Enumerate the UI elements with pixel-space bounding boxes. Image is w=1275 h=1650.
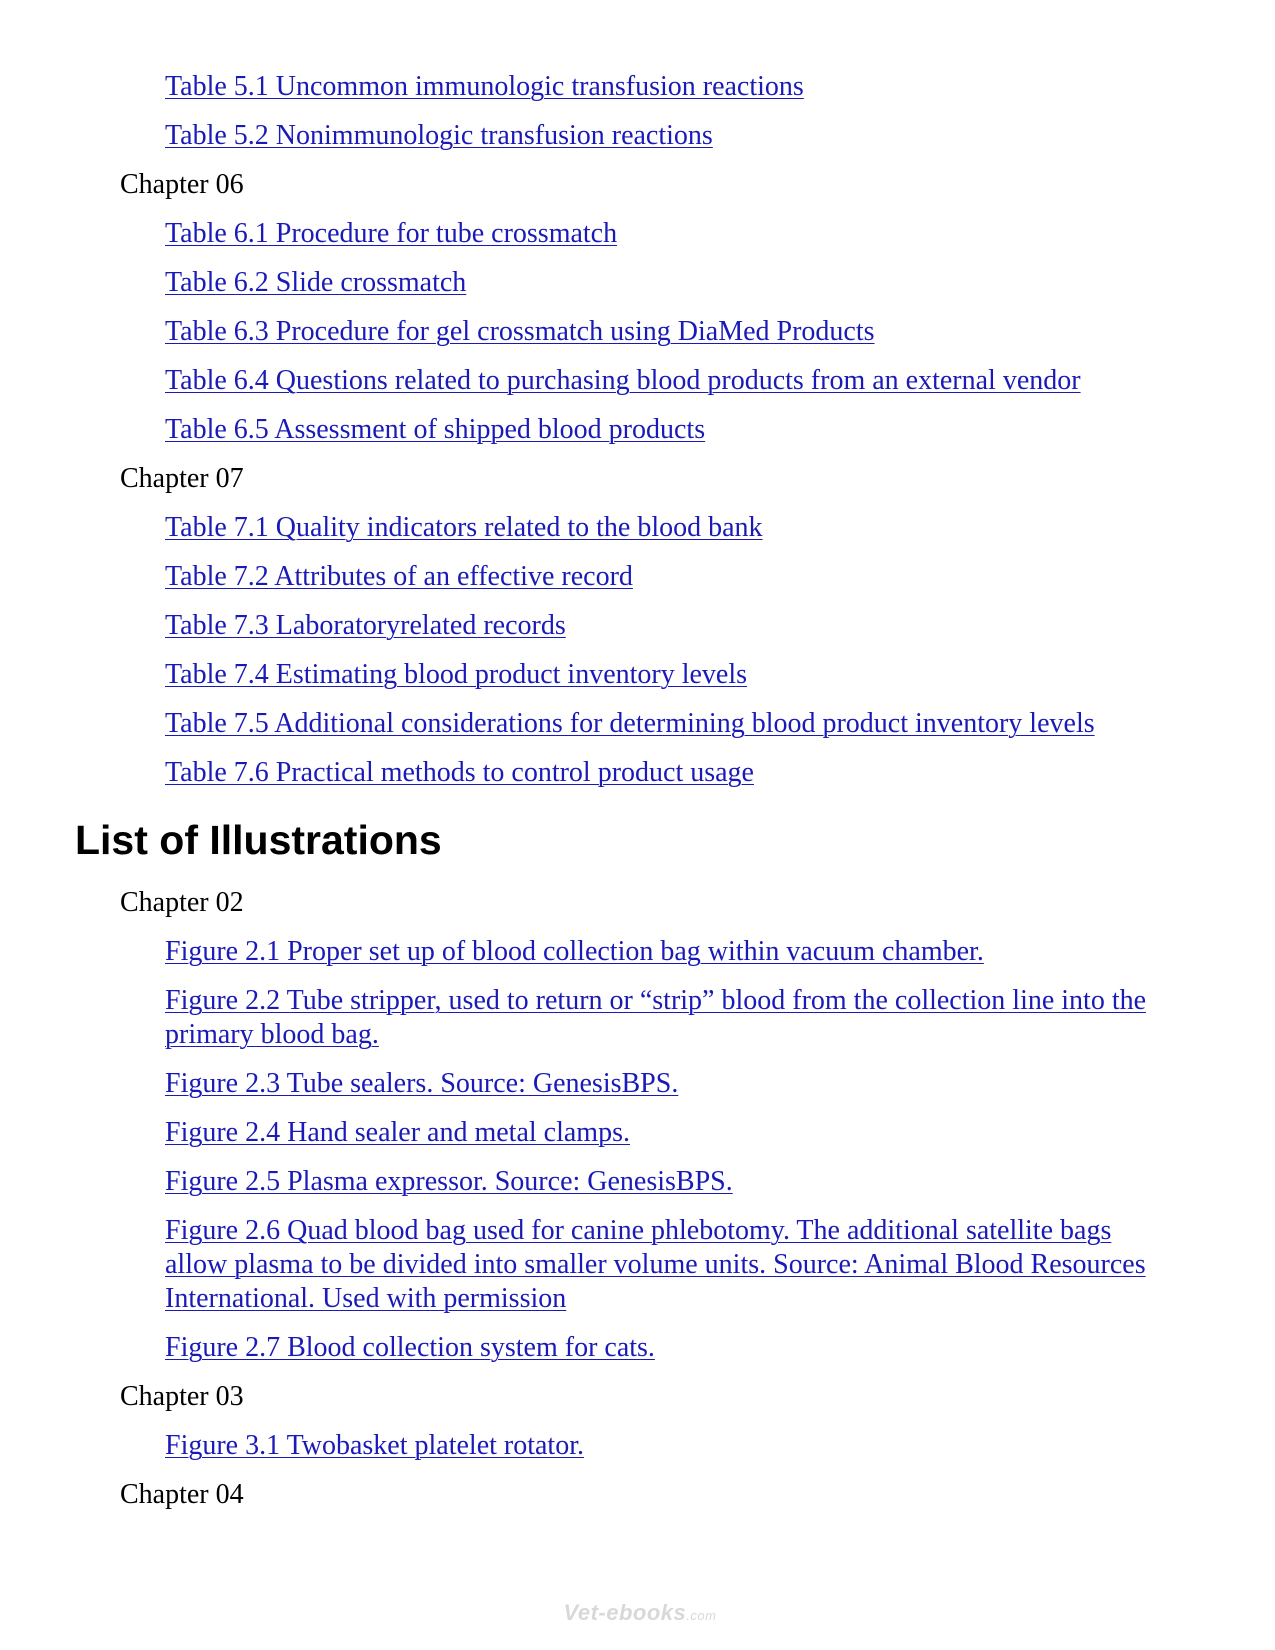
chapter-heading: Chapter 03 <box>120 1381 244 1412</box>
watermark-suffix: .com <box>686 1608 717 1623</box>
toc-entry-table-7-4[interactable]: Table 7.4 Estimating blood product inventory levels <box>165 659 748 690</box>
toc-entry-figure-3-1[interactable]: Figure 3.1 Twobasket platelet rotator. <box>165 1430 584 1461</box>
toc-entry-figure-2-6[interactable]: Figure 2.6 Quad blood bag used for canine phlebotomy. The additional satellite bags allow plasma to be divided into smaller volume units. Source: Animal Blood Resources International. Used with permission <box>165 1215 1146 1314</box>
toc-entry-figure-2-5[interactable]: Figure 2.5 Plasma expressor. Source: GenesisBPS. <box>165 1166 733 1197</box>
watermark-logo <box>555 1600 725 1626</box>
toc-entry-table-6-3[interactable]: Table 6.3 Procedure for gel crossmatch using DiaMed Products <box>165 316 875 347</box>
watermark-main: Vet-ebooks <box>563 1600 687 1625</box>
chapter-heading: Chapter 04 <box>120 1479 244 1510</box>
toc-entry-table-5-1[interactable]: Table 5.1 Uncommon immunologic transfusion reactions <box>165 71 804 102</box>
list-of-illustrations-heading: List of Illustrations <box>75 817 442 863</box>
toc-entry-figure-2-7[interactable]: Figure 2.7 Blood collection system for cats. <box>165 1332 655 1363</box>
toc-entry-table-5-2[interactable]: Table 5.2 Nonimmunologic transfusion reactions <box>165 120 713 151</box>
toc-entry-table-7-6[interactable]: Table 7.6 Practical methods to control product usage <box>165 757 754 788</box>
chapter-heading: Chapter 06 <box>120 169 244 200</box>
chapter-heading: Chapter 07 <box>120 463 244 494</box>
table-of-contents <box>0 70 1275 1527</box>
toc-entry-table-7-5[interactable]: Table 7.5 Additional considerations for determining blood product inventory levels <box>165 708 1095 739</box>
toc-entry-table-7-1[interactable]: Table 7.1 Quality indicators related to the blood bank <box>165 512 763 543</box>
toc-entry-table-6-4[interactable]: Table 6.4 Questions related to purchasing blood products from an external vendor <box>165 365 1081 396</box>
toc-entry-figure-2-2[interactable]: Figure 2.2 Tube stripper, used to return or “strip” blood from the collection line into the primary blood bag. <box>165 985 1147 1050</box>
chapter-heading: Chapter 02 <box>120 887 244 918</box>
toc-entry-table-7-3[interactable]: Table 7.3 Laboratoryrelated records <box>165 610 566 641</box>
toc-entry-table-6-5[interactable]: Table 6.5 Assessment of shipped blood products <box>165 414 706 445</box>
toc-entry-table-7-2[interactable]: Table 7.2 Attributes of an effective record <box>165 561 633 592</box>
toc-entry-table-6-2[interactable]: Table 6.2 Slide crossmatch <box>165 267 467 298</box>
toc-entry-figure-2-1[interactable]: Figure 2.1 Proper set up of blood collection bag within vacuum chamber. <box>165 936 984 967</box>
toc-entry-table-6-1[interactable]: Table 6.1 Procedure for tube crossmatch <box>165 218 618 249</box>
toc-entry-figure-2-3[interactable]: Figure 2.3 Tube sealers. Source: GenesisBPS. <box>165 1068 679 1099</box>
toc-entry-figure-2-4[interactable]: Figure 2.4 Hand sealer and metal clamps. <box>165 1117 630 1148</box>
